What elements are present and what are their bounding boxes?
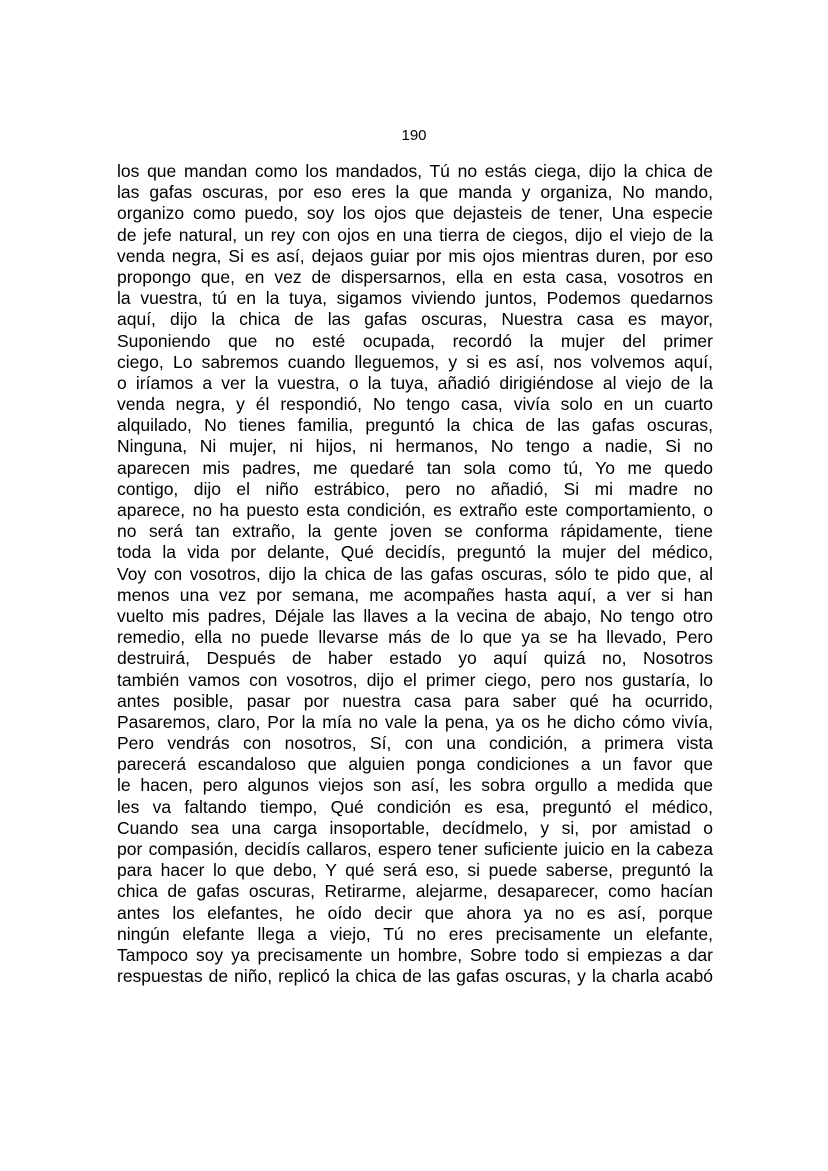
text-line: toda la vida por delante, Qué decidís, preguntó la mujer del médico, bbox=[117, 542, 713, 563]
text-line: ningún elefante llega a viejo, Tú no eres precisamente un elefante, bbox=[117, 923, 713, 944]
text-line: ciego, Lo sabremos cuando lleguemos, y si es así, nos volvemos aquí, bbox=[117, 351, 713, 372]
text-line: Pasaremos, claro, Por la mía no vale la pena, ya os he dicho cómo vivía, bbox=[117, 711, 713, 732]
text-line: alquilado, No tienes familia, preguntó la chica de las gafas oscuras, bbox=[117, 415, 713, 436]
text-line: para hacer lo que debo, Y qué será eso, si puede saberse, preguntó la bbox=[117, 860, 713, 881]
text-line: de jefe natural, un rey con ojos en una tierra de ciegos, dijo el viejo de la bbox=[117, 224, 713, 245]
text-line: también vamos con vosotros, dijo el primer ciego, pero nos gustaría, lo bbox=[117, 669, 713, 690]
text-line: no será tan extraño, la gente joven se conforma rápidamente, tiene bbox=[117, 521, 713, 542]
text-line: vuelto mis padres, Déjale las llaves a la vecina de abajo, No tengo otro bbox=[117, 605, 713, 626]
text-line: Voy con vosotros, dijo la chica de las gafas oscuras, sólo te pido que, al bbox=[117, 563, 713, 584]
text-line: remedio, ella no puede llevarse más de lo que ya se ha llevado, Pero bbox=[117, 627, 713, 648]
text-line: parecerá escandaloso que alguien ponga condiciones a un favor que bbox=[117, 754, 713, 775]
text-line: aquí, dijo la chica de las gafas oscuras, Nuestra casa es mayor, bbox=[117, 309, 713, 330]
text-line: Suponiendo que no esté ocupada, recordó la mujer del primer bbox=[117, 330, 713, 351]
page-number: 190 bbox=[401, 127, 427, 144]
text-line: las gafas oscuras, por eso eres la que manda y organiza, No mando, bbox=[117, 182, 713, 203]
text-line: antes los elefantes, he oído decir que ahora ya no es así, porque bbox=[117, 902, 713, 923]
text-line: propongo que, en vez de dispersarnos, ella en esta casa, vosotros en bbox=[117, 266, 713, 287]
text-line: organizo como puedo, soy los ojos que dejasteis de tener, Una especie bbox=[117, 203, 713, 224]
text-line: por compasión, decidís callaros, espero tener suficiente juicio en la cabeza bbox=[117, 839, 713, 859]
text-line: la vuestra, tú en la tuya, sigamos viviendo juntos, Podemos quedarnos bbox=[117, 288, 713, 309]
text-line: aparecen mis padres, me quedaré tan sola como tú, Yo me quedo bbox=[117, 457, 713, 478]
text-line: Ninguna, Ni mujer, ni hijos, ni hermanos, No tengo a nadie, Si no bbox=[117, 436, 713, 457]
text-line: antes posible, pasar por nuestra casa para saber qué ha ocurrido, bbox=[117, 690, 713, 711]
text-line: le hacen, pero algunos viejos son así, les sobra orgullo a medida que bbox=[117, 775, 713, 796]
body-text bbox=[117, 161, 713, 987]
text-line: respuestas de niño, replicó la chica de las gafas oscuras, y la charla acabó bbox=[117, 966, 713, 987]
text-line: venda negra, Si es así, dejaos guiar por mis ojos mientras duren, por eso bbox=[117, 245, 713, 266]
text-line: Tampoco soy ya precisamente un hombre, Sobre todo si empiezas a dar bbox=[117, 944, 713, 965]
text-line: destruirá, Después de haber estado yo aquí quizá no, Nosotros bbox=[117, 648, 713, 669]
text-line: Cuando sea una carga insoportable, decídmelo, y si, por amistad o bbox=[117, 817, 713, 838]
text-line: o iríamos a ver la vuestra, o la tuya, añadió dirigiéndose al viejo de la bbox=[117, 372, 713, 393]
text-line: chica de gafas oscuras, Retirarme, alejarme, desaparecer, como hacían bbox=[117, 881, 713, 902]
text-line: aparece, no ha puesto esta condición, es extraño este comportamiento, o bbox=[117, 500, 713, 520]
text-line: contigo, dijo el niño estrábico, pero no añadió, Si mi madre no bbox=[117, 478, 713, 499]
text-line: los que mandan como los mandados, Tú no estás ciega, dijo la chica de bbox=[117, 161, 713, 181]
text-line: venda negra, y él respondió, No tengo casa, vivía solo en un cuarto bbox=[117, 394, 713, 415]
text-line: menos una vez por semana, me acompañes hasta aquí, a ver si han bbox=[117, 584, 713, 605]
text-line: les va faltando tiempo, Qué condición es esa, preguntó el médico, bbox=[117, 796, 713, 817]
text-line: Pero vendrás con nosotros, Sí, con una condición, a primera vista bbox=[117, 733, 713, 754]
